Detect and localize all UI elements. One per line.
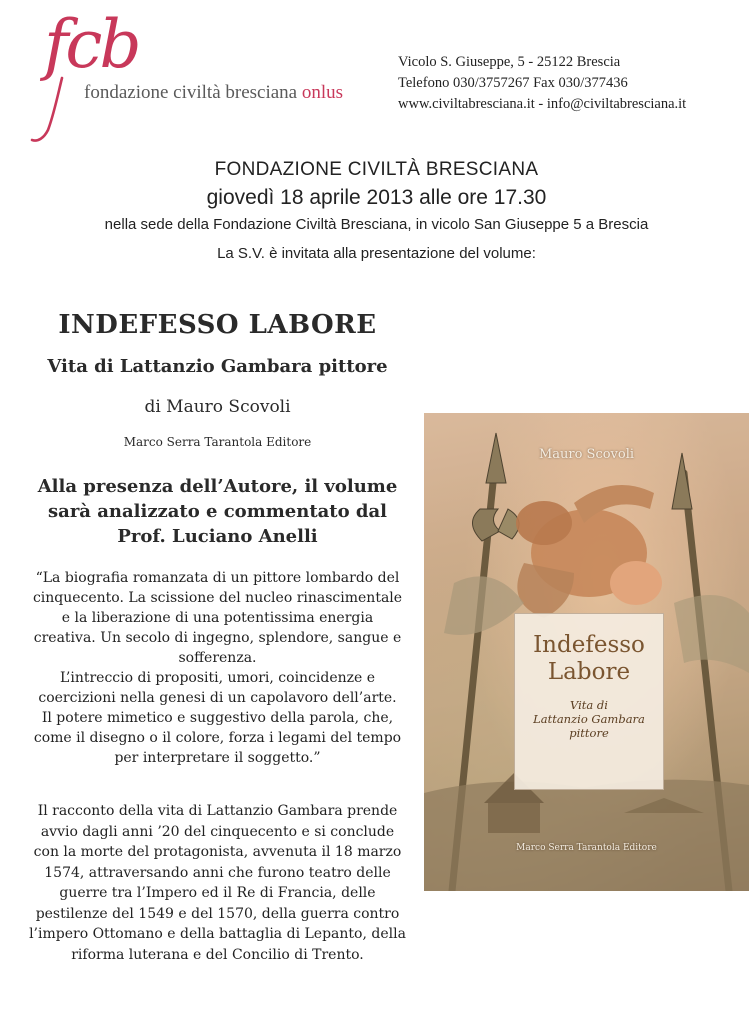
quote-line: “La biografia romanzata di un pittore lombardo del bbox=[35, 570, 400, 586]
summary-line: l’impero Ottomano e della battaglia di Lepanto, della bbox=[29, 926, 406, 942]
cover-title-line: Indefesso bbox=[533, 632, 645, 658]
quote-line: cinquecento. La scissione del nucleo rinascimentale bbox=[32, 590, 403, 606]
book-summary bbox=[20, 801, 415, 965]
foundation-logo bbox=[22, 6, 344, 148]
presence-line: Alla presenza dell’Autore, il volume bbox=[37, 476, 398, 497]
quote-line: sofferenza. bbox=[178, 650, 257, 666]
contact-phone: Telefono 030/3757267 Fax 030/377436 bbox=[398, 75, 628, 91]
book-author: di Mauro Scovoli bbox=[144, 397, 291, 417]
logo-name bbox=[84, 82, 343, 104]
summary-line: guerre tra l’Impero ed il Re di Francia, delle bbox=[59, 885, 376, 901]
org-name: FONDAZIONE CIVILTÀ BRESCIANA bbox=[214, 159, 539, 180]
presence-statement bbox=[20, 474, 415, 549]
book-title: INDEFESSO LABORE bbox=[58, 310, 377, 340]
summary-line: pestilenze del 1549 e del 1570, della guerra contro bbox=[35, 905, 400, 922]
cover-subtitle-line: Vita di bbox=[570, 698, 608, 712]
contact-address: Vicolo S. Giuseppe, 5 - 25122 Brescia bbox=[398, 54, 621, 70]
summary-line: avvio dagli anni ’20 del cinquecento e si conclude bbox=[40, 823, 395, 840]
logo-f-stroke bbox=[28, 74, 68, 144]
cover-author: Mauro Scovoli bbox=[538, 447, 635, 462]
quote-line: per interpretare il soggetto.” bbox=[114, 750, 321, 766]
book-quote bbox=[20, 568, 415, 768]
cover-subtitle bbox=[515, 698, 663, 740]
quote-line: creativa. Un secolo di ingegno, splendore, sangue e bbox=[33, 630, 402, 646]
cover-publisher: Marco Serra Tarantola Editore bbox=[516, 843, 657, 853]
contact-web: www.civiltabresciana.it - info@civiltabresciana.it bbox=[398, 96, 687, 112]
contact-block bbox=[398, 52, 748, 115]
quote-line: come il disegno o il colore, forza i legami del tempo bbox=[33, 730, 402, 746]
summary-line: Il racconto della vita di Lattanzio Gambara prende bbox=[37, 803, 398, 819]
logo-onlus: onlus bbox=[301, 82, 344, 103]
book-subtitle: Vita di Lattanzio Gambara pittore bbox=[47, 356, 388, 377]
quote-line: L’intreccio di propositi, umori, coincidenze e bbox=[59, 670, 376, 686]
quote-line: e la liberazione di una potentissima energia bbox=[61, 610, 374, 626]
summary-line: con la morte del protagonista, avvenuta il 18 marzo bbox=[33, 844, 402, 860]
quote-line: coercizioni nella genesi di un capolavoro dell’arte. bbox=[38, 690, 397, 706]
cover-title bbox=[515, 632, 663, 686]
summary-line: 1574, attraversando anni che furono teatro delle bbox=[44, 864, 391, 881]
invitation-line: La S.V. è invitata alla presentazione del volume: bbox=[217, 245, 536, 262]
cover-title-panel bbox=[514, 613, 664, 790]
presence-line: Prof. Luciano Anelli bbox=[117, 526, 318, 547]
logo-mark: fcb bbox=[44, 6, 139, 83]
event-venue: nella sede della Fondazione Civiltà Bresciana, in vicolo San Giuseppe 5 a Brescia bbox=[104, 216, 649, 233]
cover-subtitle-line: pittore bbox=[569, 726, 609, 740]
summary-line: riforma luterana e del Concilio di Trento. bbox=[71, 946, 364, 963]
quote-line: Il potere mimetico e suggestivo della parola, che, bbox=[41, 710, 394, 726]
cover-title-line: Labore bbox=[547, 659, 631, 685]
cover-subtitle-line: Lattanzio Gambara bbox=[533, 712, 645, 726]
presence-line: sarà analizzato e commentato dal bbox=[48, 501, 387, 522]
book-publisher: Marco Serra Tarantola Editore bbox=[123, 435, 312, 449]
event-date: giovedì 18 aprile 2013 alle ore 17.30 bbox=[206, 186, 547, 209]
book-cover bbox=[424, 413, 749, 891]
logo-name-text: fondazione civiltà bresciana bbox=[84, 82, 298, 103]
